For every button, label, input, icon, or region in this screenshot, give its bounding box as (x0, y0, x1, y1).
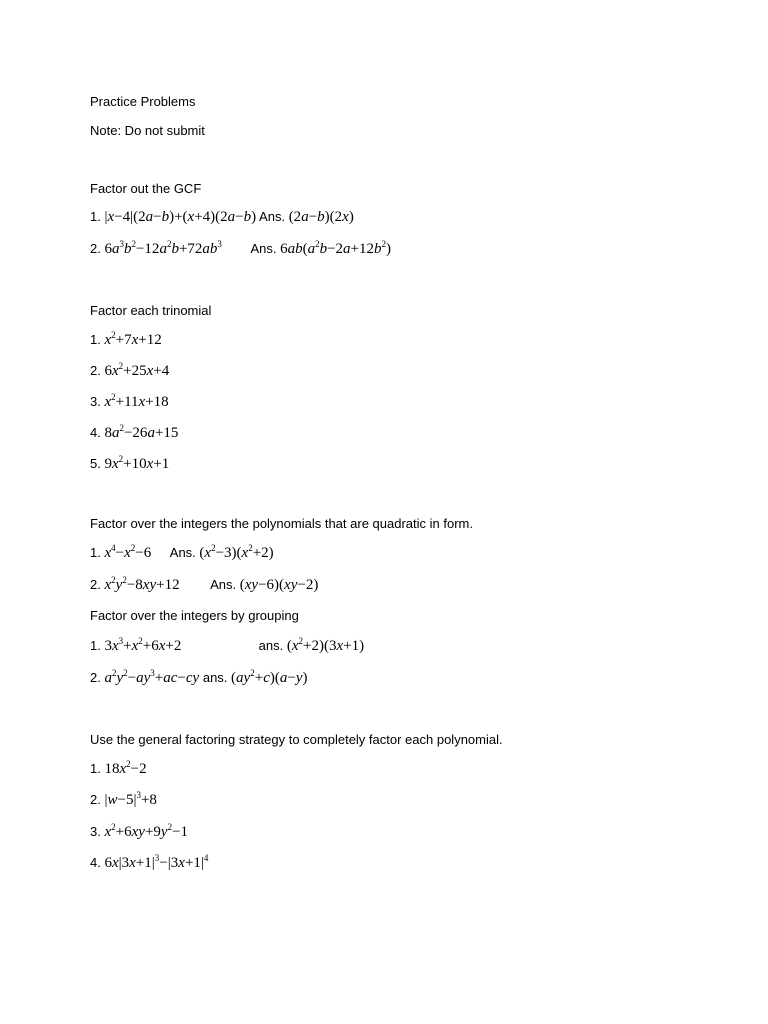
answer-expression: (2a−b)(2x) (288, 209, 354, 225)
answer-expression: $(ay^2+c)(a-y)$ (231, 668, 308, 686)
general-problem-1 (90, 761, 147, 778)
gcf-heading: Factor out the GCF (90, 181, 202, 196)
trinomial-heading: Factor each trinomial (90, 303, 212, 318)
math-expression: $|w-5|^3+8$ (104, 790, 157, 808)
grouping-problem-2 (90, 670, 308, 687)
math-expression: $18x^2-2$ (104, 759, 147, 777)
trinomial-problem-4 (90, 425, 178, 442)
problem-number: 2. (90, 241, 101, 256)
problem-number: 2. (90, 792, 101, 807)
math-expression: $3x^3+x^2+6x+2$ (104, 636, 182, 654)
answer-expression: $6ab(a^2b-2a+12b^2)$ (280, 239, 392, 257)
doc-note: Note: Do not submit (90, 123, 205, 138)
math-expression: $x^2+11x+18$ (104, 392, 169, 410)
answer-expression: $(x^2-3)(x^2+2)$ (199, 543, 274, 561)
problem-number: 2. (90, 577, 101, 592)
problem-number: 1. (90, 638, 101, 653)
grouping-problem-1 (90, 638, 364, 655)
trinomial-problem-3 (90, 394, 169, 411)
trinomial-problem-2 (90, 363, 169, 380)
math-expression: $x^2+7x+12$ (104, 330, 162, 348)
math-expression: $6a^3b^2-12a^2b+72ab^3$ (104, 239, 222, 257)
grouping-heading: Factor over the integers by grouping (90, 608, 299, 623)
answer-label: Ans. (250, 241, 277, 256)
math-expression: $6x|3x+1|^3-|3x+1|^4$ (104, 853, 209, 871)
general-problem-4 (90, 855, 208, 872)
problem-number: 3. (90, 824, 101, 839)
doc-title: Practice Problems (90, 94, 196, 109)
math-expression: $6x^2+25x+4$ (104, 361, 170, 379)
problem-number: 3. (90, 394, 101, 409)
quadratic-form-problem-2 (90, 577, 318, 594)
answer-label: Ans. (259, 209, 286, 224)
problem-number: 4. (90, 425, 101, 440)
math-expression: $8a^2-26a+15$ (104, 423, 179, 441)
math-expression: $a^2y^2-ay^3+ac-cy$ (104, 668, 200, 686)
math-expression: |x−4|(2a−b)+(x+4)(2a−b) (104, 209, 257, 225)
math-expression: $9x^2+10x+1$ (104, 454, 170, 472)
gcf-problem-2 (90, 241, 391, 258)
general-heading: Use the general factoring strategy to completely factor each polynomial. (90, 732, 503, 747)
answer-expression: (xy−6)(xy−2) (239, 577, 319, 593)
problem-number: 2. (90, 670, 101, 685)
problem-number: 1. (90, 761, 101, 776)
problem-number: 1. (90, 545, 101, 560)
answer-label: ans. (202, 670, 228, 685)
problem-number: 4. (90, 855, 101, 870)
answer-label: ans. (258, 638, 284, 653)
quadratic-form-problem-1 (90, 545, 274, 562)
general-problem-2 (90, 792, 157, 809)
math-expression: $x^4-x^2-6$ (104, 543, 152, 561)
trinomial-problem-5 (90, 456, 169, 473)
trinomial-problem-1 (90, 332, 162, 349)
general-problem-3 (90, 824, 188, 841)
problem-number: 1. (90, 332, 101, 347)
problem-number: 2. (90, 363, 101, 378)
math-expression: $x^2+6xy+9y^2-1$ (104, 822, 189, 840)
problem-number: 1. (90, 209, 101, 224)
answer-expression: $(x^2+2)(3x+1)$ (286, 636, 365, 654)
answer-label: Ans. (169, 545, 196, 560)
gcf-problem-1 (90, 209, 354, 226)
quadratic-form-heading: Factor over the integers the polynomials that are quadratic in form. (90, 516, 473, 531)
answer-label: Ans. (210, 577, 237, 592)
problem-number: 5. (90, 456, 101, 471)
math-expression: $x^2y^2-8xy+12$ (104, 575, 180, 593)
